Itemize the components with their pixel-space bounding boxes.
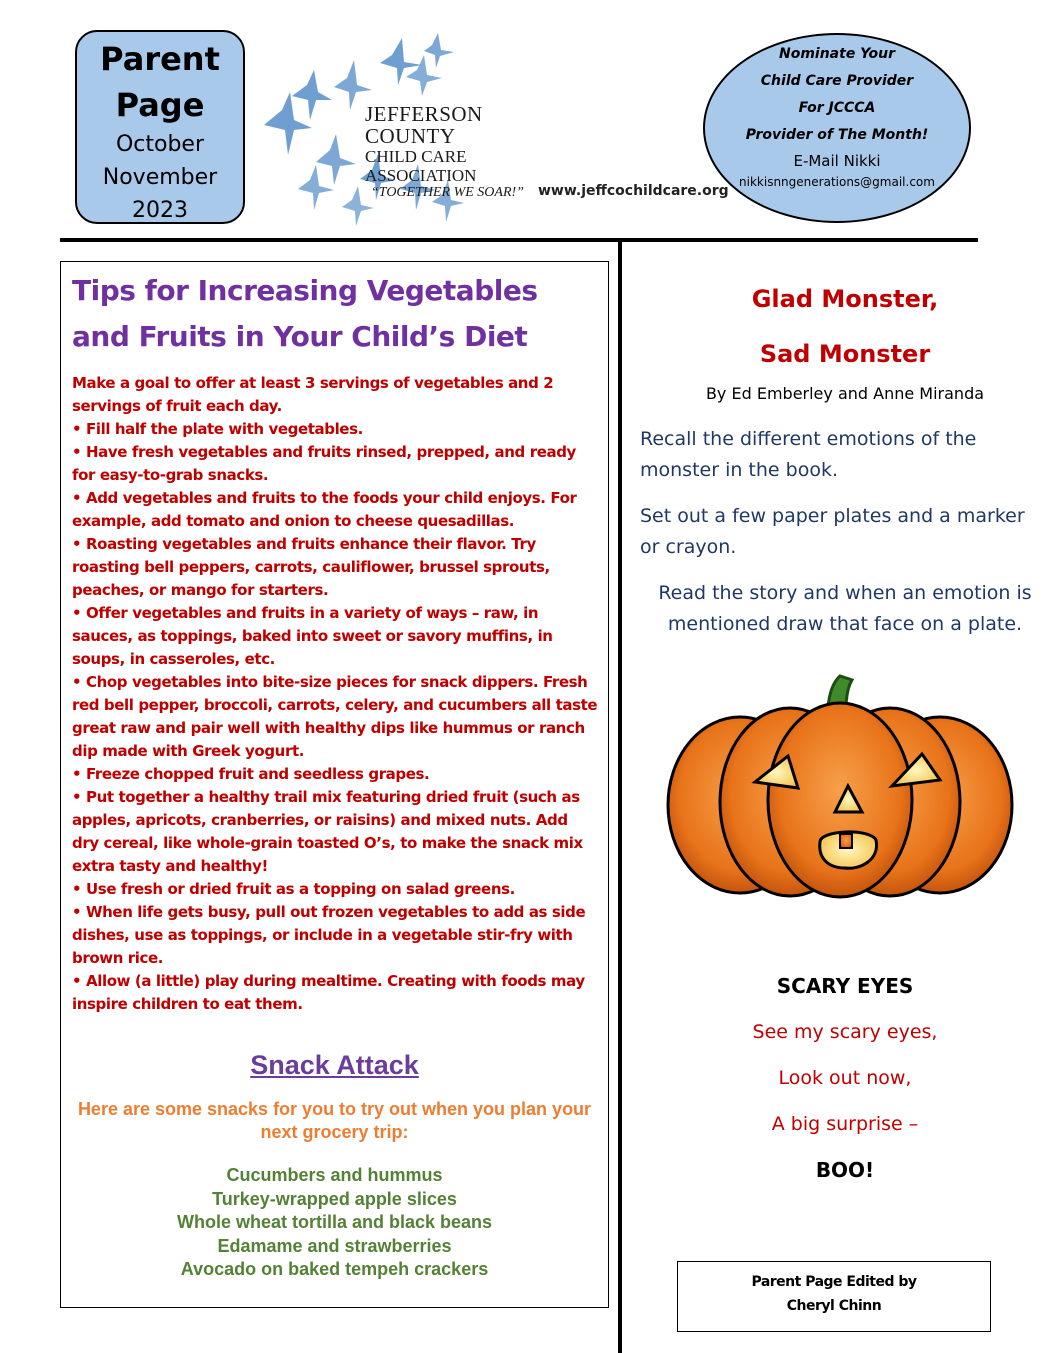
tips-list: [72, 372, 599, 1016]
tips-intro: Make a goal to offer at least 3 servings of vegetables and 2 servings of fruit each day.: [72, 374, 554, 415]
tip-item: • Roasting vegetables and fruits enhance their flavor. Try roasting bell peppers, carrots, cauliflower, brussel sprouts, peaches, or mango for starters.: [72, 535, 550, 599]
snack-item: Avocado on baked tempeh crackers: [180, 1259, 489, 1279]
activity-step-1: Recall the different emotions of the monster in the book.: [640, 428, 977, 481]
logo-tagline: “TOGETHER WE SOAR!”: [371, 185, 524, 200]
editor-line1: Parent Page Edited by: [751, 1274, 917, 1290]
jack-o-lantern-icon: [660, 670, 1020, 900]
tip-item: • Add vegetables and fruits to the foods your child enjoys. For example, add tomato and onion to cheese quesadillas.: [72, 489, 577, 530]
tip-item: • Use fresh or dried fruit as a topping on salad greens.: [72, 880, 515, 898]
parent-page-box: [75, 30, 245, 224]
tip-item: • When life gets busy, pull out frozen vegetables to add as side dishes, use as toppings, or include in a vegetable stir-fry with brown rice.: [72, 903, 586, 967]
tip-item: • Fill half the plate with vegetables.: [72, 420, 363, 438]
nominate-ellipse: [703, 33, 971, 223]
parent-page-line1: Parent: [100, 40, 220, 78]
website-link[interactable]: www.jeffcochildcare.org: [538, 183, 729, 199]
nominate-email-label: E-Mail Nikki: [793, 152, 881, 170]
editor-credit-box: [677, 1261, 991, 1332]
parent-page-line2: Page: [115, 86, 205, 124]
logo-line1: JEFFERSON COUNTY: [365, 102, 483, 148]
poem-line: See my scary eyes,: [752, 1021, 938, 1043]
snack-item: Turkey-wrapped apple slices: [212, 1188, 457, 1209]
poem-boo: BOO!: [815, 1158, 875, 1182]
activity-step-2: Set out a few paper plates and a marker or crayon.: [640, 505, 1025, 558]
tip-item: • Put together a healthy trail mix featuring dried fruit (such as apples, apricots, cranberries, or raisins) and mixed nuts. Add dry cereal, like whole-grain toasted O’s, to make the snack mix extra tasty and healthy!: [72, 788, 583, 875]
month2: November: [102, 165, 218, 190]
activity-step-3: Read the story and when an emotion is mentioned draw that face on a plate.: [658, 582, 1032, 635]
month1: October: [115, 132, 205, 157]
snack-item: Whole wheat tortilla and black beans: [176, 1212, 493, 1232]
snack-list: [60, 1164, 609, 1282]
poem-title: SCARY EYES: [776, 974, 914, 998]
poem-line: Look out now,: [778, 1067, 912, 1089]
nominate-line1: Nominate Your: [778, 46, 896, 62]
tip-item: • Have fresh vegetables and fruits rinsed, prepped, and ready for easy-to-grab snacks.: [72, 443, 576, 484]
poem: [640, 968, 1046, 1188]
book-title: [640, 272, 1046, 382]
tip-item: • Chop vegetables into bite-size pieces for snack dippers. Fresh red bell pepper, broccoli, carrots, celery, and cucumbers all taste great raw and pair well with healthy dips like hummus or ranch dip made with Greek yogurt.: [72, 673, 598, 760]
snack-intro: Here are some snacks for you to try out when you plan your next grocery trip:: [77, 1099, 592, 1142]
logo-line2: CHILD CARE ASSOCIATION: [365, 147, 477, 185]
tip-item: • Offer vegetables and fruits in a variety of ways – raw, in sauces, as toppings, baked into sweet or savory muffins, in soups, in casseroles, etc.: [72, 604, 553, 668]
column-divider: [618, 240, 622, 1353]
nominate-line4: Provider of The Month!: [745, 127, 929, 143]
editor-name: Cheryl Chinn: [786, 1298, 882, 1314]
year: 2023: [132, 198, 188, 223]
snack-item: Cucumbers and hummus: [226, 1165, 443, 1185]
logo-text: [365, 103, 565, 201]
book-title-line2: Sad Monster: [759, 340, 931, 368]
nominate-line2: Child Care Provider: [760, 73, 914, 89]
snack-title: Snack Attack: [250, 1050, 419, 1080]
tips-title: Tips for Increasing Vegetables and Fruits in Your Child’s Diet: [72, 274, 538, 353]
poem-line: A big surprise –: [771, 1113, 919, 1135]
header-divider: [60, 238, 978, 242]
tip-item: • Freeze chopped fruit and seedless grapes.: [72, 765, 430, 783]
nominate-line3: For JCCCA: [798, 100, 876, 116]
book-title-line1: Glad Monster,: [751, 285, 939, 313]
nominate-email[interactable]: nikkisnngenerations@gmail.com: [739, 175, 935, 189]
tip-item: • Allow (a little) play during mealtime. Creating with foods may inspire children to eat them.: [72, 972, 585, 1013]
book-author: By Ed Emberley and Anne Miranda: [705, 384, 985, 403]
snack-item: Edamame and strawberries: [217, 1235, 452, 1256]
